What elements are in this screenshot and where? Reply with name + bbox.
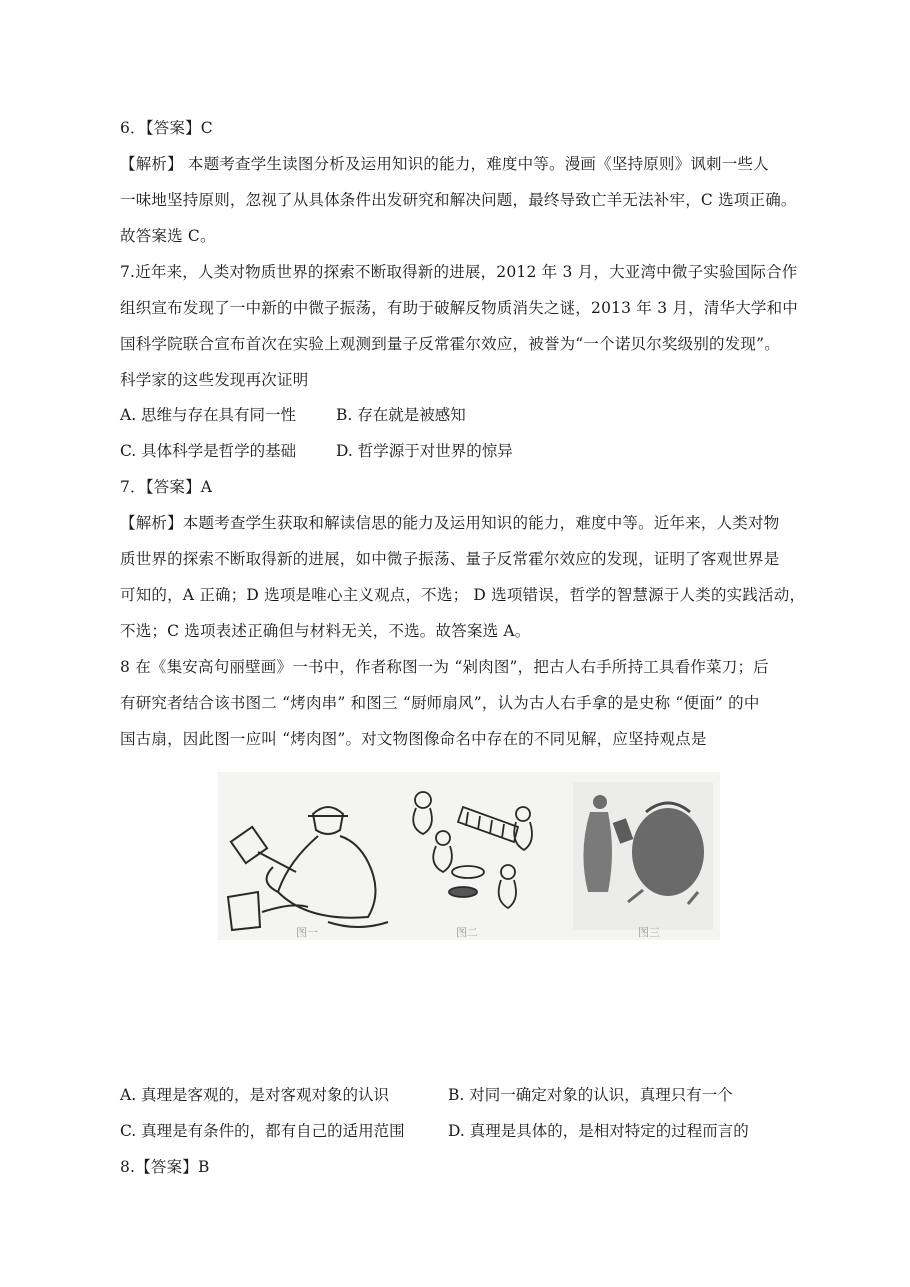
figure-3-drawing <box>573 782 713 930</box>
q7-stem-line-4: 科学家的这些发现再次证明 <box>120 371 309 389</box>
q8-option-b: B. 对同一确定对象的认识，真理只有一个 <box>448 1086 733 1104</box>
q6-answer: 6．【答案】C <box>120 119 213 137</box>
q6-analysis-line-3: 故答案选 C。 <box>120 227 216 245</box>
q7-stem-line-1: 7.近年来，人类对物质世界的探索不断取得新的进展，2012 年 3 月，大亚湾中微子实验国际合作 <box>120 263 798 281</box>
q8-stem-line-1: 8 在《集安高句丽壁画》一书中，作者称图一为 “剁肉图”，把古人右手所持工具看作菜刀；后 <box>120 658 769 676</box>
figure-1-drawing <box>228 807 388 930</box>
q7-analysis-line-3: 可知的，A 正确；D 选项是唯心主义观点，不选； D 选项错误，哲学的智慧源于人类的实践活动， <box>120 586 806 604</box>
q6-analysis-line-1: 【解析】 本题考查学生读图分析及运用知识的能力，难度中等。漫画《坚持原则》讽刺一些人 <box>120 155 769 173</box>
q7-answer: 7．【答案】A <box>120 478 213 496</box>
figure-2-caption: 图二 <box>456 926 478 939</box>
q7-stem-line-3: 国科学院联合宣布首次在实验上观测到量子反常霍尔效应，被誉为“一个诺贝尔奖级别的发现”。 <box>120 335 780 353</box>
figure-3-caption: 图三 <box>638 926 660 939</box>
q7-analysis-line-1: 【解析】本题考查学生获取和解读信思的能力及运用知识的能力，难度中等。近年来，人类对物 <box>120 514 780 532</box>
q8-stem-line-3: 国古扇，因此图一应叫 “烤肉图”。对文物图像命名中存在的不同见解，应坚持观点是 <box>120 730 707 748</box>
q8-option-c: C. 真理是有条件的，都有自己的适用范围 <box>120 1122 405 1140</box>
q8-stem-line-2: 有研究者结合该书图二 “烤肉串” 和图三 “厨师扇风”，认为古人右手拿的是史称 “便面” 的中 <box>120 694 760 712</box>
q8-option-a: A. 真理是客观的，是对客观对象的认识 <box>120 1086 390 1104</box>
q8-option-d: D. 真理是具体的，是相对特定的过程而言的 <box>448 1122 749 1140</box>
q7-analysis-line-2: 质世界的探索不断取得新的进展，如中微子振荡、量子反常霍尔效应的发现，证明了客观世界是 <box>120 550 780 568</box>
q8-answer: 8.【答案】B <box>120 1158 210 1176</box>
q7-stem-line-2: 组织宣布发现了一中新的中微子振荡，有助于破解反物质消失之谜，2013 年 3 月，清华大学和中 <box>120 299 798 317</box>
q6-analysis-line-2: 一味地坚持原则，忽视了从具体条件出发研究和解决问题，最终导致亡羊无法补牢，C 选项正确。 <box>120 191 797 209</box>
mural-figure <box>218 772 720 940</box>
q7-analysis-line-4: 不选；C 选项表述正确但与材料无关，不选。故答案选 A。 <box>120 622 531 640</box>
figure-2-drawing <box>413 792 532 908</box>
figure-1-caption: 图一 <box>296 926 318 939</box>
q7-option-a: A. 思维与存在具有同一性 <box>120 406 297 424</box>
q7-option-b: B. 存在就是被感知 <box>336 406 466 424</box>
q7-option-c: C. 具体科学是哲学的基础 <box>120 442 297 460</box>
mural-illustration <box>218 772 720 940</box>
q7-option-d: D. 哲学源于对世界的惊异 <box>336 442 513 460</box>
